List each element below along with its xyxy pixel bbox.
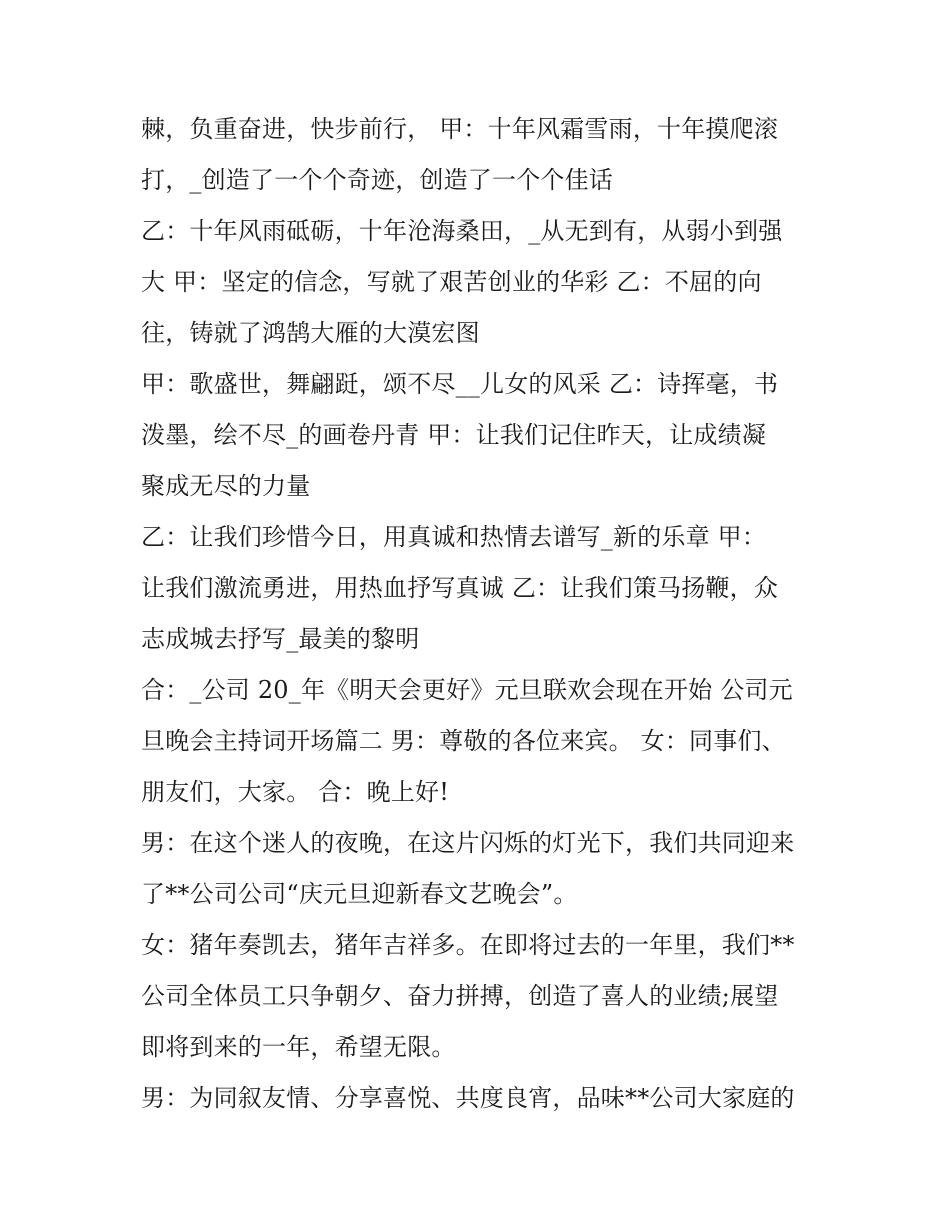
text-line: 棘，负重奋进，快步前行， 甲：十年风霜雪雨，十年摸爬滚 — [141, 115, 779, 143]
text-line: 聚成无尽的力量 — [141, 472, 311, 500]
text-line: 大 甲：坚定的信念，写就了艰苦创业的华彩 乙：不屈的向 — [141, 268, 762, 296]
text-line: 即将到来的一年，希望无限。 — [141, 1033, 456, 1061]
text-line: 乙：十年风雨砥砺，十年沧海桑田，_从无到有，从弱小到强 — [141, 217, 783, 245]
text-line: 乙：让我们珍惜今日，用真诚和热情去谱写_新的乐章 甲： — [141, 523, 767, 551]
text-line: 朋友们，大家。 合：晚上好! — [141, 778, 450, 806]
text-line: 打，_创造了一个个奇迹，创造了一个个佳话 — [141, 166, 613, 194]
text-line: 甲：歌盛世，舞翩跹，颂不尽__儿女的风采 乙：诗挥毫，书 — [141, 370, 779, 398]
text-line: 往，铸就了鸿鹄大雁的大漠宏图 — [141, 319, 480, 347]
text-line: 旦晚会主持词开场篇二 男：尊敬的各位来宾。 女：同事们、 — [141, 727, 786, 755]
text-line: 男：为同叙友情、分享喜悦、共度良宵，品味**公司大家庭的 — [141, 1084, 795, 1112]
text-line: 泼墨，绘不尽_的画卷丹青 甲：让我们记住昨天，让成绩凝 — [141, 421, 767, 449]
text-line: 公司全体员工只争朝夕、奋力拼搏，创造了喜人的业绩;展望 — [141, 982, 779, 1010]
body-text — [141, 104, 821, 1124]
text-line: 合：_公司 20_年《明天会更好》元旦联欢会现在开始 公司元 — [141, 676, 793, 704]
text-line: 志成城去抒写_最美的黎明 — [141, 625, 420, 653]
text-line: 了**公司公司“庆元旦迎新春文艺晚会”。 — [141, 880, 578, 908]
text-line: 让我们激流勇进，用热血抒写真诚 乙：让我们策马扬鞭，众 — [141, 574, 779, 602]
text-line: 女：猪年奏凯去，猪年吉祥多。在即将过去的一年里，我们** — [141, 931, 795, 959]
text-line: 男：在这个迷人的夜晚，在这片闪烁的灯光下，我们共同迎来 — [141, 829, 795, 857]
